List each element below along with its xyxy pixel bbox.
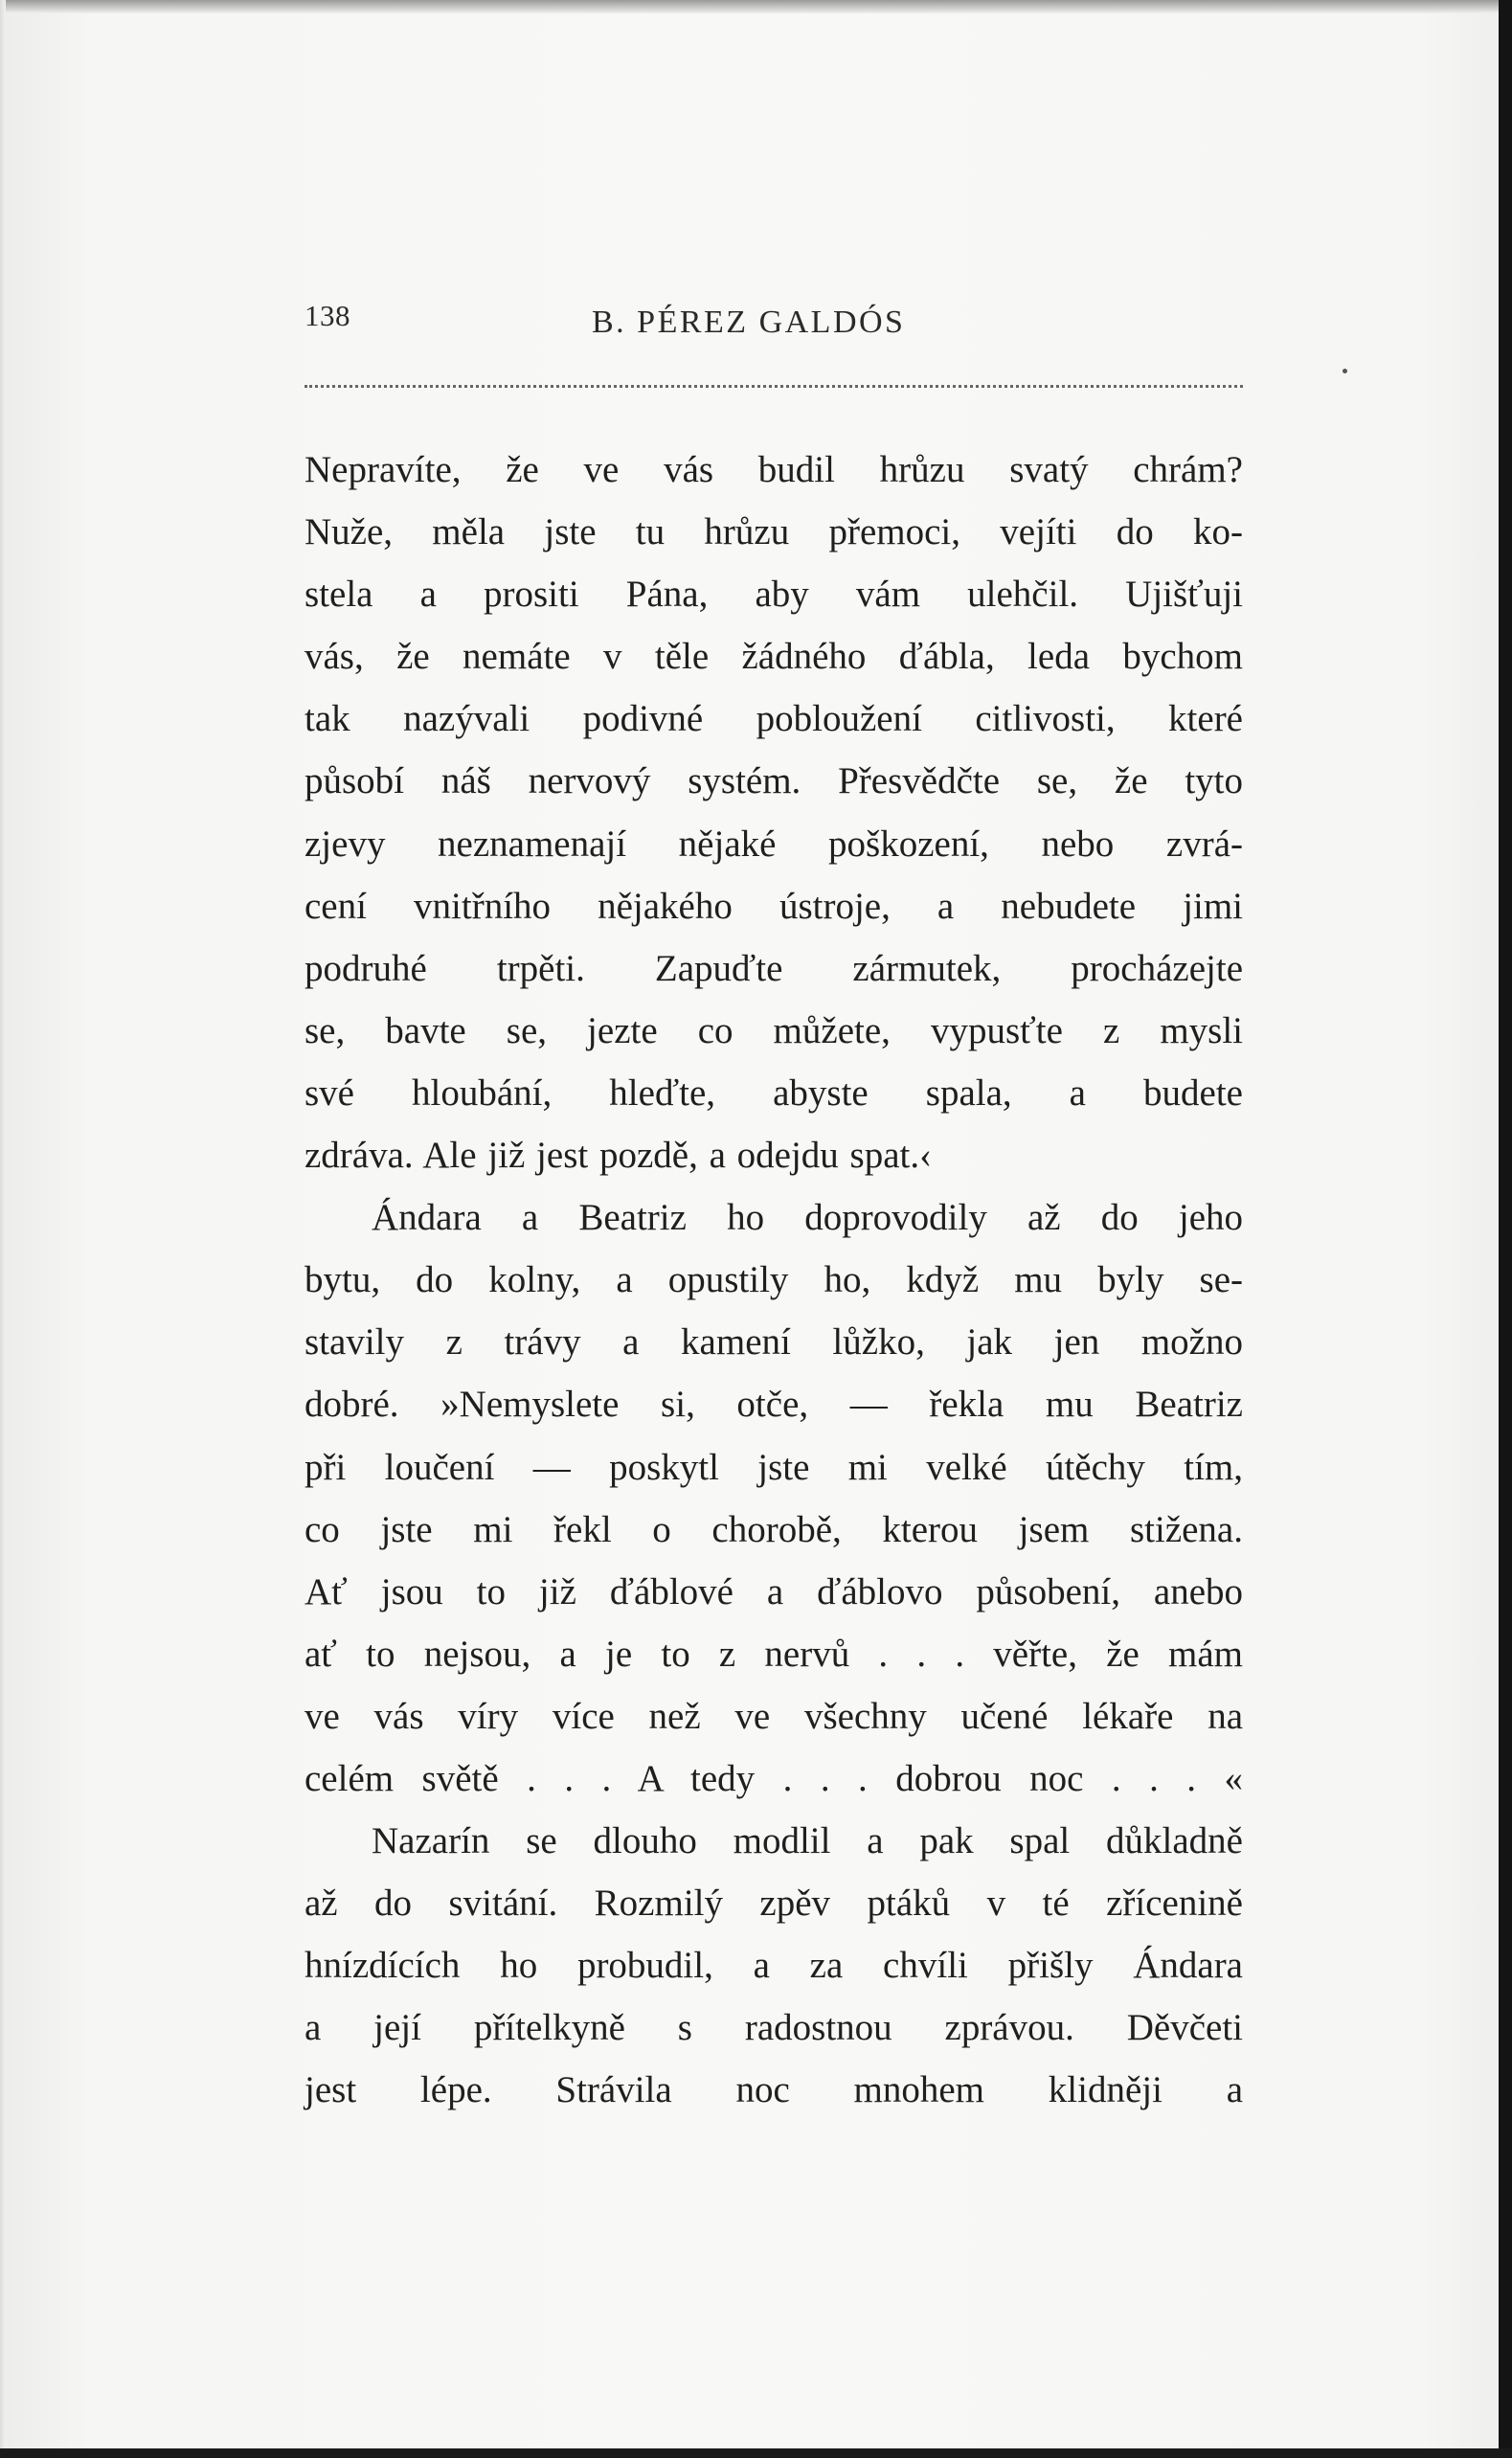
page-left-edge	[0, 0, 6, 2458]
text-line: až do svitání. Rozmilý zpěv ptáků v té zřícenině	[305, 1883, 1243, 1925]
body-text	[305, 439, 1243, 2122]
print-speck	[1343, 369, 1347, 373]
text-line: Nazarín se dlouho modlil a pak spal důkladně	[372, 1820, 1243, 1862]
text-line: působí náš nervový systém. Přesvědčte se, že tyto	[305, 760, 1243, 802]
text-line: dobré. »Nemyslete si, otče, — řekla mu Beatriz	[305, 1384, 1243, 1426]
text-line: své hloubání, hleďte, abyste spala, a budete	[305, 1071, 1243, 1114]
text-line: co jste mi řekl o chorobě, kterou jsem stižena.	[305, 1508, 1243, 1550]
page-right-edge	[1499, 0, 1512, 2458]
text-line: ať to nejsou, a je to z nervů . . . věřte, že mám	[305, 1633, 1243, 1675]
page-header	[305, 287, 1243, 345]
text-line: Nuže, měla jste tu hrůzu přemoci, vejíti do ko-	[305, 511, 1243, 553]
text-line: tak nazývali podivné pobloužení citlivosti, které	[305, 698, 1243, 740]
header-rule	[305, 385, 1243, 388]
text-line: zdráva. Ale již jest pozdě, a odejdu spat.‹	[305, 1135, 933, 1177]
text-line: podruhé trpěti. Zapuďte zármutek, procházejte	[305, 947, 1243, 989]
text-line: Ať jsou to již ďáblové a ďáblovo působení, anebo	[305, 1570, 1243, 1612]
page-top-edge	[0, 0, 1512, 13]
text-line: celém světě . . . A tedy . . . dobrou noc . . . «	[305, 1757, 1243, 1799]
text-line: vás, že nemáte v těle žádného ďábla, leda bychom	[305, 636, 1243, 678]
text-line: jest lépe. Strávila noc mnohem klidněji a	[305, 2069, 1243, 2111]
text-line: stavily z trávy a kamení lůžko, jak jen možno	[305, 1321, 1243, 1364]
text-line: ve vás víry více než ve všechny učené lékaře na	[305, 1695, 1243, 1737]
page-bottom-edge	[0, 2448, 1512, 2458]
page-number: 138	[305, 299, 350, 332]
text-line: Ándara a Beatriz ho doprovodily až do jeho	[372, 1197, 1243, 1239]
text-line: bytu, do kolny, a opustily ho, když mu byly se-	[305, 1259, 1243, 1301]
text-line: při loučení — poskytl jste mi velké útěchy tím,	[305, 1446, 1243, 1488]
text-line: se, bavte se, jezte co můžete, vypusťte z mysli	[305, 1009, 1243, 1051]
running-head: B. PÉREZ GALDÓS	[592, 304, 906, 340]
text-line: zjevy neznamenají nějaké poškození, nebo zvrá-	[305, 823, 1243, 865]
text-line: a její přítelkyně s radostnou zprávou. Děvčeti	[305, 2007, 1243, 2049]
text-line: stela a prositi Pána, aby vám ulehčil. Ujišťuji	[305, 574, 1243, 616]
text-line: cení vnitřního nějakého ústroje, a nebudete jimi	[305, 885, 1243, 927]
text-line: Nepravíte, že ve vás budil hrůzu svatý chrám?	[305, 449, 1243, 490]
text-line: hnízdících ho probudil, a za chvíli přišly Ándara	[305, 1945, 1243, 1987]
